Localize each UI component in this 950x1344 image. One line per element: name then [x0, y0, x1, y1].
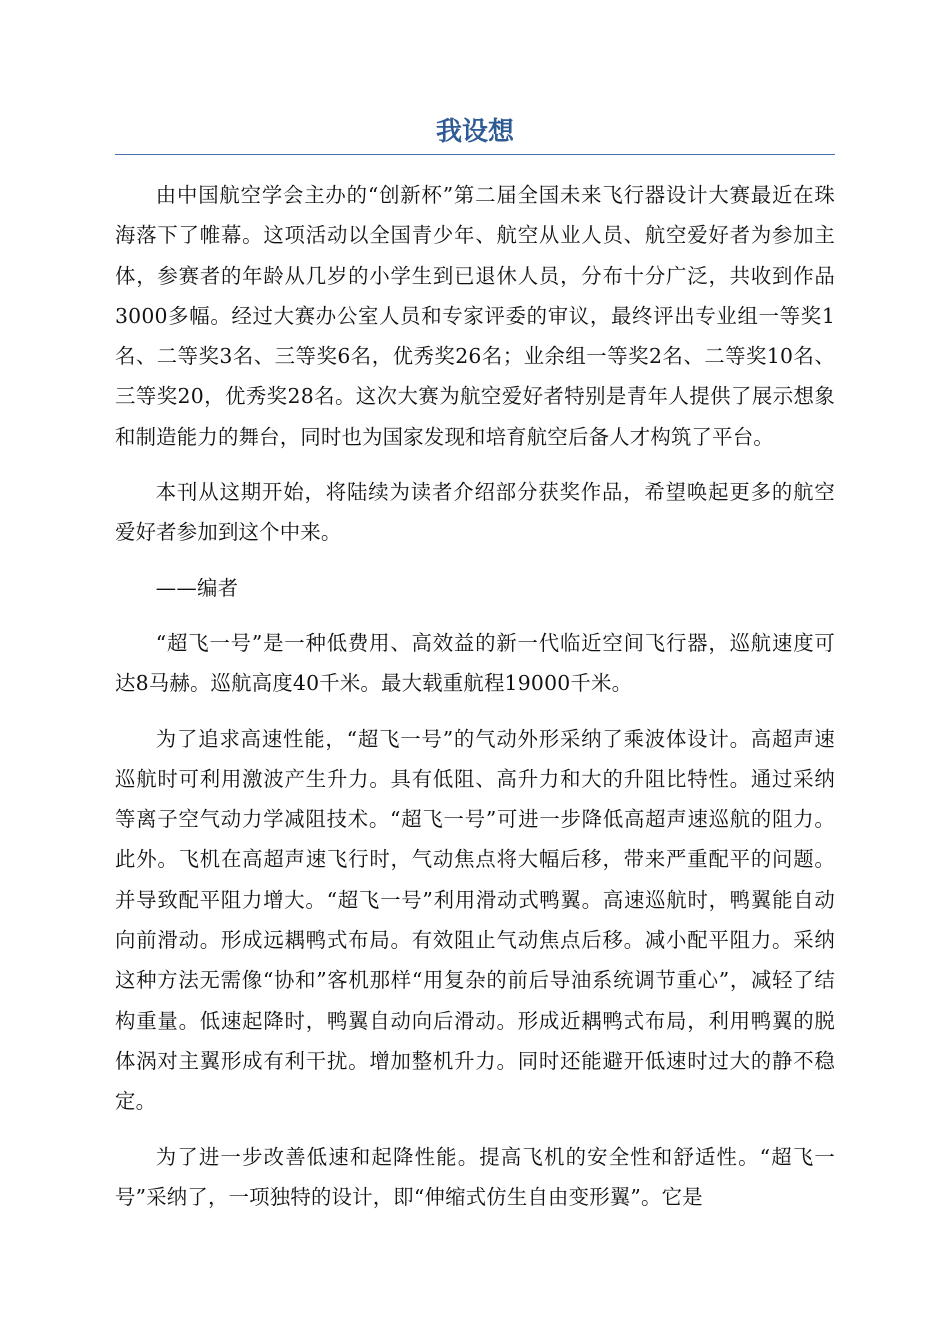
paragraph-morphing-wing: 为了进一步改善低速和起降性能。提高飞机的安全性和舒适性。“超飞一号”采纳了，一项独特的设计，即“伸缩式仿生自由变形翼”。它是 [115, 1144, 835, 1209]
document-page [115, 112, 835, 1232]
paragraph-series-note: 本刊从这期开始，将陆续为读者介绍部分获奖作品，希望唤起更多的航空爱好者参加到这个中来。 [115, 480, 835, 545]
paragraph-aircraft-overview: “超飞一号”是一种低费用、高效益的新一代临近空间飞行器，巡航速度可达8马赫。巡航高度40千米。最大载重航程19000千米。 [115, 630, 835, 696]
title-underline [115, 154, 835, 155]
paragraph-editor-signature: ——编者 [155, 575, 239, 600]
paragraph-aerodynamic-design: 为了追求高速性能，“超飞一号”的气动外形采纳了乘波体设计。高超声速巡航时可利用激波产生升力。具有低阻、高升力和大的升阻比特性。通过采纳等离子空气动力学减阻技术。“超飞一号”可进一步降低高超声速巡航的阻力。此外。飞机在高超声速飞行时，气动焦点将大幅后移，带来严重配平的问题。并导致配平阻力增大。“超飞一号”利用滑动式鸭翼。高速巡航时，鸭翼能自动向前滑动。形成远耦鸭式布局。有效阻止气动焦点后移。减小配平阻力。采纳这种方法无需像“协和”客机那样“用复杂的前后导油系统调节重心”，减轻了结构重量。低速起降时，鸭翼自动向后滑动。形成近耦鸭式布局，利用鸭翼的脱体涡对主翼形成有利干扰。增加整机升力。同时还能避开低速时过大的静不稳定。 [115, 726, 835, 1114]
page-title: 我设想 [435, 117, 514, 147]
paragraph-intro: 由中国航空学会主办的“创新杯”第二届全国未来飞行器设计大赛最近在珠海落下了帷幕。这项活动以全国青少年、航空从业人员、航空爱好者为参加主体，参赛者的年龄从几岁的小学生到已退休人员，分布十分广泛，共收到作品3000多幅。经过大赛办公室人员和专家评委的审议，最终评出专业组一等奖1名、二等奖3名、三等奖6名，优秀奖26名；业余组一等奖2名、二等奖10名、三等奖20，优秀奖28名。这次大赛为航空爱好者特别是青年人提供了展示想象和制造能力的舞台，同时也为国家发现和培育航空后备人才构筑了平台。 [115, 183, 835, 449]
